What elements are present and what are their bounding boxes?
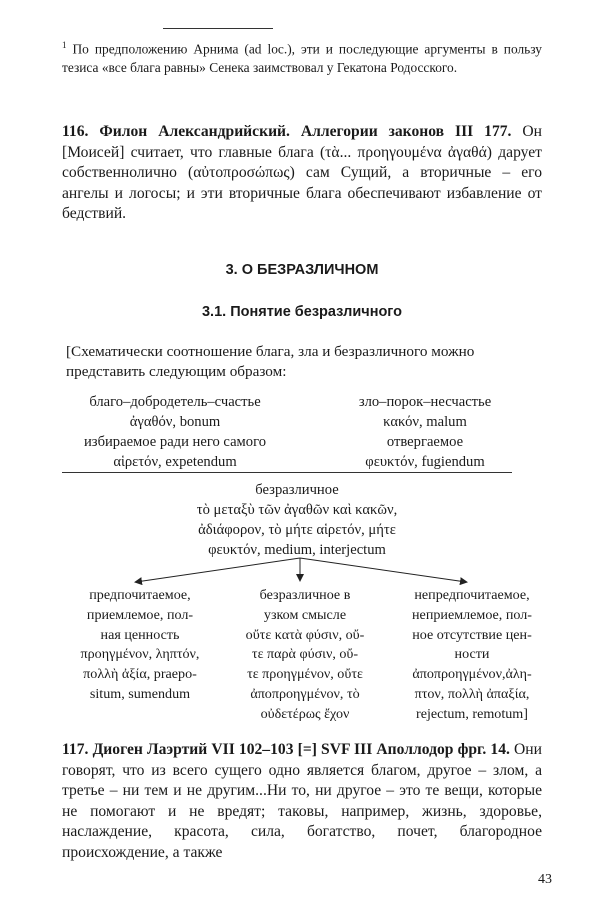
scheme-evil-line: отвергаемое — [386, 434, 464, 450]
scheme-dispreferred-line: ное отсутствие цен- — [412, 626, 532, 643]
section-heading: 3. О БЕЗРАЗЛИЧНОМ — [225, 262, 379, 278]
entry-116-text: Он [Моисей] считает, что главные блага (τὰ... προηγουμένα ἀγαθά) дарует собственнолично (αὐτοπροσώπως) сам Сущий, а вторичные – его ангелы и логосы; и эти вторичные блага обеспечивают избавление от бедствий. — [62, 123, 542, 222]
footnote-text: По предположению Арнима (ad loc.), эти и последующие аргументы в пользу тезиса «все блага равны» Сенека заимствовал у Гекатона Родосского. — [62, 41, 542, 76]
scheme-good-line: избираемое ради него самого — [84, 434, 266, 450]
scheme-narrow — [222, 586, 388, 725]
scheme-dispreferred-line: неприемлемое, пол- — [412, 606, 532, 623]
scheme-narrow-line: узком смысле — [263, 606, 347, 623]
scheme-evil-line: κακόν, malum — [383, 414, 467, 430]
scheme-narrow-line: τε παρὰ φύσιν, οὔ- — [251, 646, 359, 663]
scheme-good-line: благо–добродетель–счастье — [89, 394, 261, 410]
scheme-narrow-line: οὐδετέρως ἔχον — [260, 705, 350, 722]
scheme-dispreferred — [388, 586, 556, 725]
scheme-evil-line: зло–порок–несчастье — [358, 394, 492, 410]
scheme-intro: [Схематически соотношение блага, зла и безразличного можно представить следующим образом: — [66, 343, 475, 380]
scheme-good-line: ἀγαθόν, bonum — [129, 414, 221, 430]
arrow-right — [300, 558, 466, 582]
scheme-dispreferred-line: rejectum, remotum] — [416, 705, 528, 722]
scheme-preferred — [56, 586, 224, 705]
subsection-heading: 3.1. Понятие безразличного — [201, 304, 403, 320]
entry-117-ref: 117. Диоген Лаэртий VII 102–103 [=] SVF III Аполлодор фрг. 14. — [62, 741, 510, 758]
scheme-indifferent-line: ἀδιάφορον, τὸ μήτε αἱρετόν, μήτε — [198, 522, 396, 538]
scheme-dispreferred-line: ности — [454, 646, 490, 663]
entry-117-text: Они говорят, что из всего сущего одно является благом, другое – злом, а третье – ни тем и не другим...Ни то, ни другое – это те вещи, которые не помогают и не вредят; таковы, например, жизнь, здоровье, наслаждение, красота, сила, богатство, почет, благородное происхождение, а также — [62, 741, 542, 861]
scheme-preferred-line: ная ценность — [100, 626, 180, 643]
scheme-indifferent-line: τὸ μεταξὺ τῶν ἀγαθῶν καὶ κακῶν, — [196, 502, 398, 518]
page-number: 43 — [538, 872, 552, 887]
entry-116-ref: 116. Филон Александрийский. Аллегории законов III 177. — [62, 123, 512, 140]
scheme-preferred-line: πολλὴ ἀξία, praepo- — [83, 666, 197, 683]
scheme-narrow-line: ἀποπροηγμένον, τὸ — [250, 685, 360, 702]
scheme-good-line: αἱρετόν, expetendum — [113, 454, 237, 470]
scheme-preferred-line: προηγμένον, ληπτόν, — [80, 646, 200, 663]
scheme-dispreferred-line: ἀποπροηγμένον,ἀλη- — [412, 666, 532, 683]
scheme-indifferent-line: φευκτόν, medium, interjectum — [208, 542, 386, 558]
scheme-narrow-line: οὔτε κατὰ φύσιν, οὔ- — [245, 626, 365, 643]
footnote-marker: 1 — [62, 40, 67, 50]
scheme-preferred-line: предпочитаемое, — [89, 587, 191, 603]
scheme-dispreferred-line: непредпочитаемое, — [414, 587, 530, 603]
scheme-dispreferred-line: πτον, πολλὴ ἀπαξία, — [414, 685, 530, 702]
scheme-evil-line: φευκτόν, fugiendum — [365, 454, 485, 470]
scheme-narrow-line: τε προηγμένον, οὔτε — [247, 666, 363, 683]
scheme-preferred-line: приемлемое, пол- — [86, 606, 194, 623]
scheme-indifferent-line: безразличное — [255, 482, 339, 498]
arrow-left — [136, 558, 300, 582]
entry-117 — [62, 740, 542, 863]
scheme-narrow-line: безразличное в — [259, 587, 351, 603]
scheme-preferred-line: situm, sumendum — [89, 685, 191, 702]
